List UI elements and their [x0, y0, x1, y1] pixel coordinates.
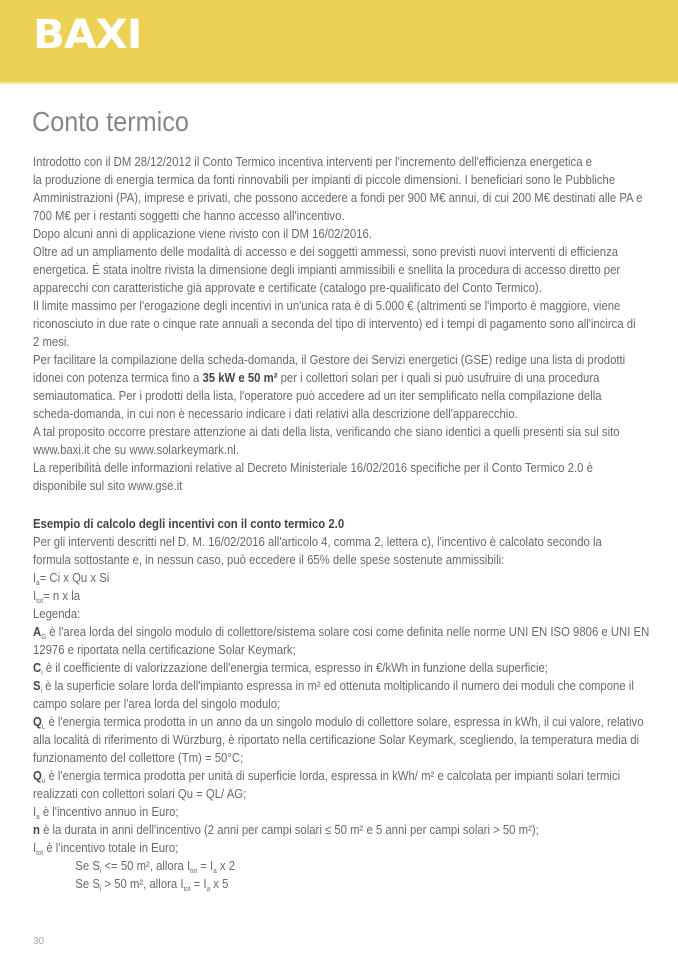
text-segment: Il limite massimo per l'erogazione degli incentivi in un'unica rata è di 5.000 € (altrimenti se l'importo è maggiore, viene — [33, 299, 621, 313]
text-segment: I — [33, 841, 37, 855]
text-segment: x 5 — [210, 877, 229, 891]
text-segment: la produzione di energia termica da fonti rinnovabili per impianti di piccole dimensioni. I beneficiari sono le Pubbliche — [33, 173, 616, 187]
text-line — [33, 803, 609, 821]
text-segment: I — [33, 589, 37, 603]
text-line — [33, 767, 621, 785]
header-band — [0, 0, 678, 84]
text-segment: apparecchi con caratteristiche già approvate e certificate (catalogo pre-qualificato del Conto Termico). — [33, 281, 542, 295]
text-line — [33, 189, 643, 207]
text-segment: disponibile sul sito www.gse.it — [33, 479, 183, 493]
subscript: tot — [190, 868, 198, 875]
text-segment: è la durata in anni dell'incentivo (2 anni per campi solari ≤ 50 m² e 5 anni per campi solari > 50 m²); — [39, 823, 539, 837]
text-line — [33, 297, 621, 315]
subscript: tot — [36, 850, 44, 857]
subscript: i — [99, 886, 102, 893]
bold-term: 35 kW e 50 m² — [202, 371, 278, 385]
text-segment: è l'energia termica prodotta in un anno da un singolo modulo di collettore solare, espressa in kWh, il cui valore, relativo — [45, 715, 644, 729]
bold-term: S — [33, 679, 41, 693]
text-line — [33, 605, 609, 623]
bold-term: Q — [33, 769, 42, 783]
text-line — [33, 533, 609, 551]
text-segment: Per facilitare la compilazione della scheda-domanda, il Gestore dei Servizi energetici (GSE) redige una lista di prodotti — [33, 353, 626, 367]
text-segment: Legenda: — [33, 607, 81, 621]
subscript: a — [36, 580, 40, 587]
text-line — [33, 587, 609, 605]
text-line — [33, 839, 609, 857]
formula-cases — [33, 857, 673, 893]
text-segment: è l'incentivo totale in Euro; — [43, 841, 179, 855]
text-segment: = n x la — [43, 589, 81, 603]
text-segment: x 2 — [216, 859, 236, 873]
text-line — [33, 821, 609, 839]
text-line — [33, 785, 609, 803]
intro-section — [33, 153, 673, 495]
example-section — [33, 533, 673, 857]
bold-term: Q — [33, 715, 42, 729]
text-segment: è l'energia termica prodotta per unità di superficie lorda, espressa in kWh/ m² e calcolata per impianti solari termici — [45, 769, 621, 783]
text-segment: = I — [197, 859, 214, 873]
text-line — [33, 477, 609, 495]
text-segment: La reperibilità delle informazioni relative al Decreto Ministeriale 16/02/2016 specifiche per il Conto Termico 2.0 è — [33, 461, 593, 475]
text-line — [33, 423, 620, 441]
text-line — [33, 695, 609, 713]
text-line — [33, 171, 616, 189]
text-segment: è l'area lorda del singolo modulo di collettore/sistema solare cosi come definita nelle norme UNI EN ISO 9806 e UNI EN — [46, 625, 650, 639]
text-segment: semiautomatica. Per i prodotti della lista, l'operatore può accedere ad un iter semplificato nella compilazione della — [33, 389, 602, 403]
text-line — [33, 875, 609, 893]
text-line — [33, 677, 634, 695]
bold-term: C — [33, 661, 42, 675]
text-segment: > 50 m², allora I — [101, 877, 184, 891]
text-segment: 2 mesi. — [33, 335, 70, 349]
text-line — [33, 387, 609, 405]
text-line — [33, 333, 609, 351]
text-segment: Dopo alcuni anni di applicazione viene rivisto con il DM 16/02/2016. — [33, 227, 372, 241]
text-line — [33, 441, 609, 459]
text-segment: funzionamento del collettore (Tm) = 50°C; — [33, 751, 244, 765]
text-segment: I — [33, 805, 37, 819]
text-segment: Oltre ad un ampliamento delle modalità di accesso e dei soggetti ammessi, sono previsti nuovi interventi di efficienza — [33, 245, 619, 259]
text-segment: 12976 e riportata nella certificazione Solar Keymark; — [33, 643, 296, 657]
text-segment: idonei con potenza termica fino a — [33, 371, 203, 385]
text-line — [33, 641, 609, 659]
text-line — [33, 405, 609, 423]
text-line — [33, 569, 609, 587]
text-line — [33, 207, 609, 225]
subscript: tot — [183, 886, 191, 893]
text-line — [33, 153, 609, 171]
text-line — [33, 623, 650, 641]
text-line — [33, 315, 636, 333]
text-segment: formula sottostante e, in nessun caso, può eccedere il 65% delle spese sostenute ammissibili: — [33, 553, 505, 567]
subscript: i — [41, 670, 43, 677]
text-segment: A tal proposito occorre prestare attenzione ai dati della lista, verificando che siano identici a quelli presenti sia sul sito — [33, 425, 620, 439]
text-segment: = I — [190, 877, 207, 891]
text-line — [33, 857, 609, 875]
bold-term: A — [33, 625, 42, 639]
subscript: i — [99, 868, 102, 875]
text-line — [33, 279, 609, 297]
subscript: i — [40, 688, 42, 695]
text-segment: energetica. É stata inoltre rivista la dimensione degli impianti ammissibili e snellita la procedura di accesso diretto per — [33, 263, 621, 277]
text-segment: riconosciuto in due rate o cinque rate annuali a seconda del tipo di intervento) ed i tempi di pagamento sono all'incirca di — [33, 317, 636, 331]
text-line — [33, 551, 609, 569]
subscript: a — [206, 886, 211, 893]
document-body — [33, 153, 673, 893]
text-line — [33, 351, 626, 369]
text-segment: Se S — [75, 877, 100, 891]
text-segment: www.baxi.it che su www.solarkeymark.nl. — [33, 443, 239, 457]
subscript: tot — [36, 598, 44, 605]
subscript: u — [41, 778, 46, 785]
text-line — [33, 731, 640, 749]
text-line — [33, 225, 609, 243]
text-segment: 700 M€ per i restanti soggetti che hanno accesso all'incentivo. — [33, 209, 345, 223]
text-line — [33, 659, 609, 677]
bold-term: n — [33, 823, 40, 837]
baxi-logo: BAXI — [33, 12, 142, 58]
text-segment: Per gli interventi descritti nel D. M. 16/02/2016 all'articolo 4, comma 2, lettera c), l'incentivo è calcolato secondo la — [33, 535, 602, 549]
text-line — [33, 369, 609, 387]
subscript: L — [41, 724, 46, 731]
text-segment: scheda-domanda, in cui non è necessario indicare i dati relativi alla descrizione dell'apparecchio. — [33, 407, 518, 421]
subscript: a — [213, 868, 217, 875]
text-line — [33, 459, 609, 477]
text-segment: campo solare per l'area lorda del singolo modulo; — [33, 697, 281, 711]
text-line — [33, 713, 644, 731]
text-segment: <= 50 m², allora I — [101, 859, 191, 873]
text-line — [33, 261, 621, 279]
example-heading: Esempio di calcolo degli incentivi con il conto termico 2.0 — [33, 517, 345, 531]
text-line — [33, 749, 609, 767]
page-title: Conto termico — [32, 106, 189, 137]
text-segment: realizzati con collettori solari Qu = QL/ AG; — [33, 787, 247, 801]
subscript: G — [41, 634, 47, 641]
text-segment: alla località di riferimento di Würzburg, è riportato nella certificazione Solar Keymark, scegliendo, la temperatura media di — [33, 733, 640, 747]
text-segment: Amministrazioni (PA), imprese e privati, che possono accedere a fondi per 900 M€ annui, di cui 200 M€ destinati alle PA e — [33, 191, 643, 205]
text-segment: = Ci x Qu x Si — [39, 571, 110, 585]
text-segment: è l'incentivo annuo in Euro; — [39, 805, 179, 819]
text-line — [33, 243, 619, 261]
subscript: a — [36, 814, 40, 821]
text-segment: Introdotto con il DM 28/12/2012 il Conto Termico incentiva interventi per l'incremento dell'efficienza energetica e — [33, 155, 592, 169]
text-segment: è la superficie solare lorda dell'impianto espressa in m² ed ottenuta moltiplicando il numero dei moduli che compone il — [41, 679, 634, 693]
text-segment: Se S — [75, 859, 100, 873]
text-segment: per i collettori solari per i quali si può usufruire di una procedura — [277, 371, 600, 385]
page-number: 30 — [33, 936, 45, 947]
text-segment: I — [33, 571, 37, 585]
text-segment: è il coefficiente di valorizzazione dell'energia termica, espresso in €/kWh in funzione della superficie; — [42, 661, 548, 675]
